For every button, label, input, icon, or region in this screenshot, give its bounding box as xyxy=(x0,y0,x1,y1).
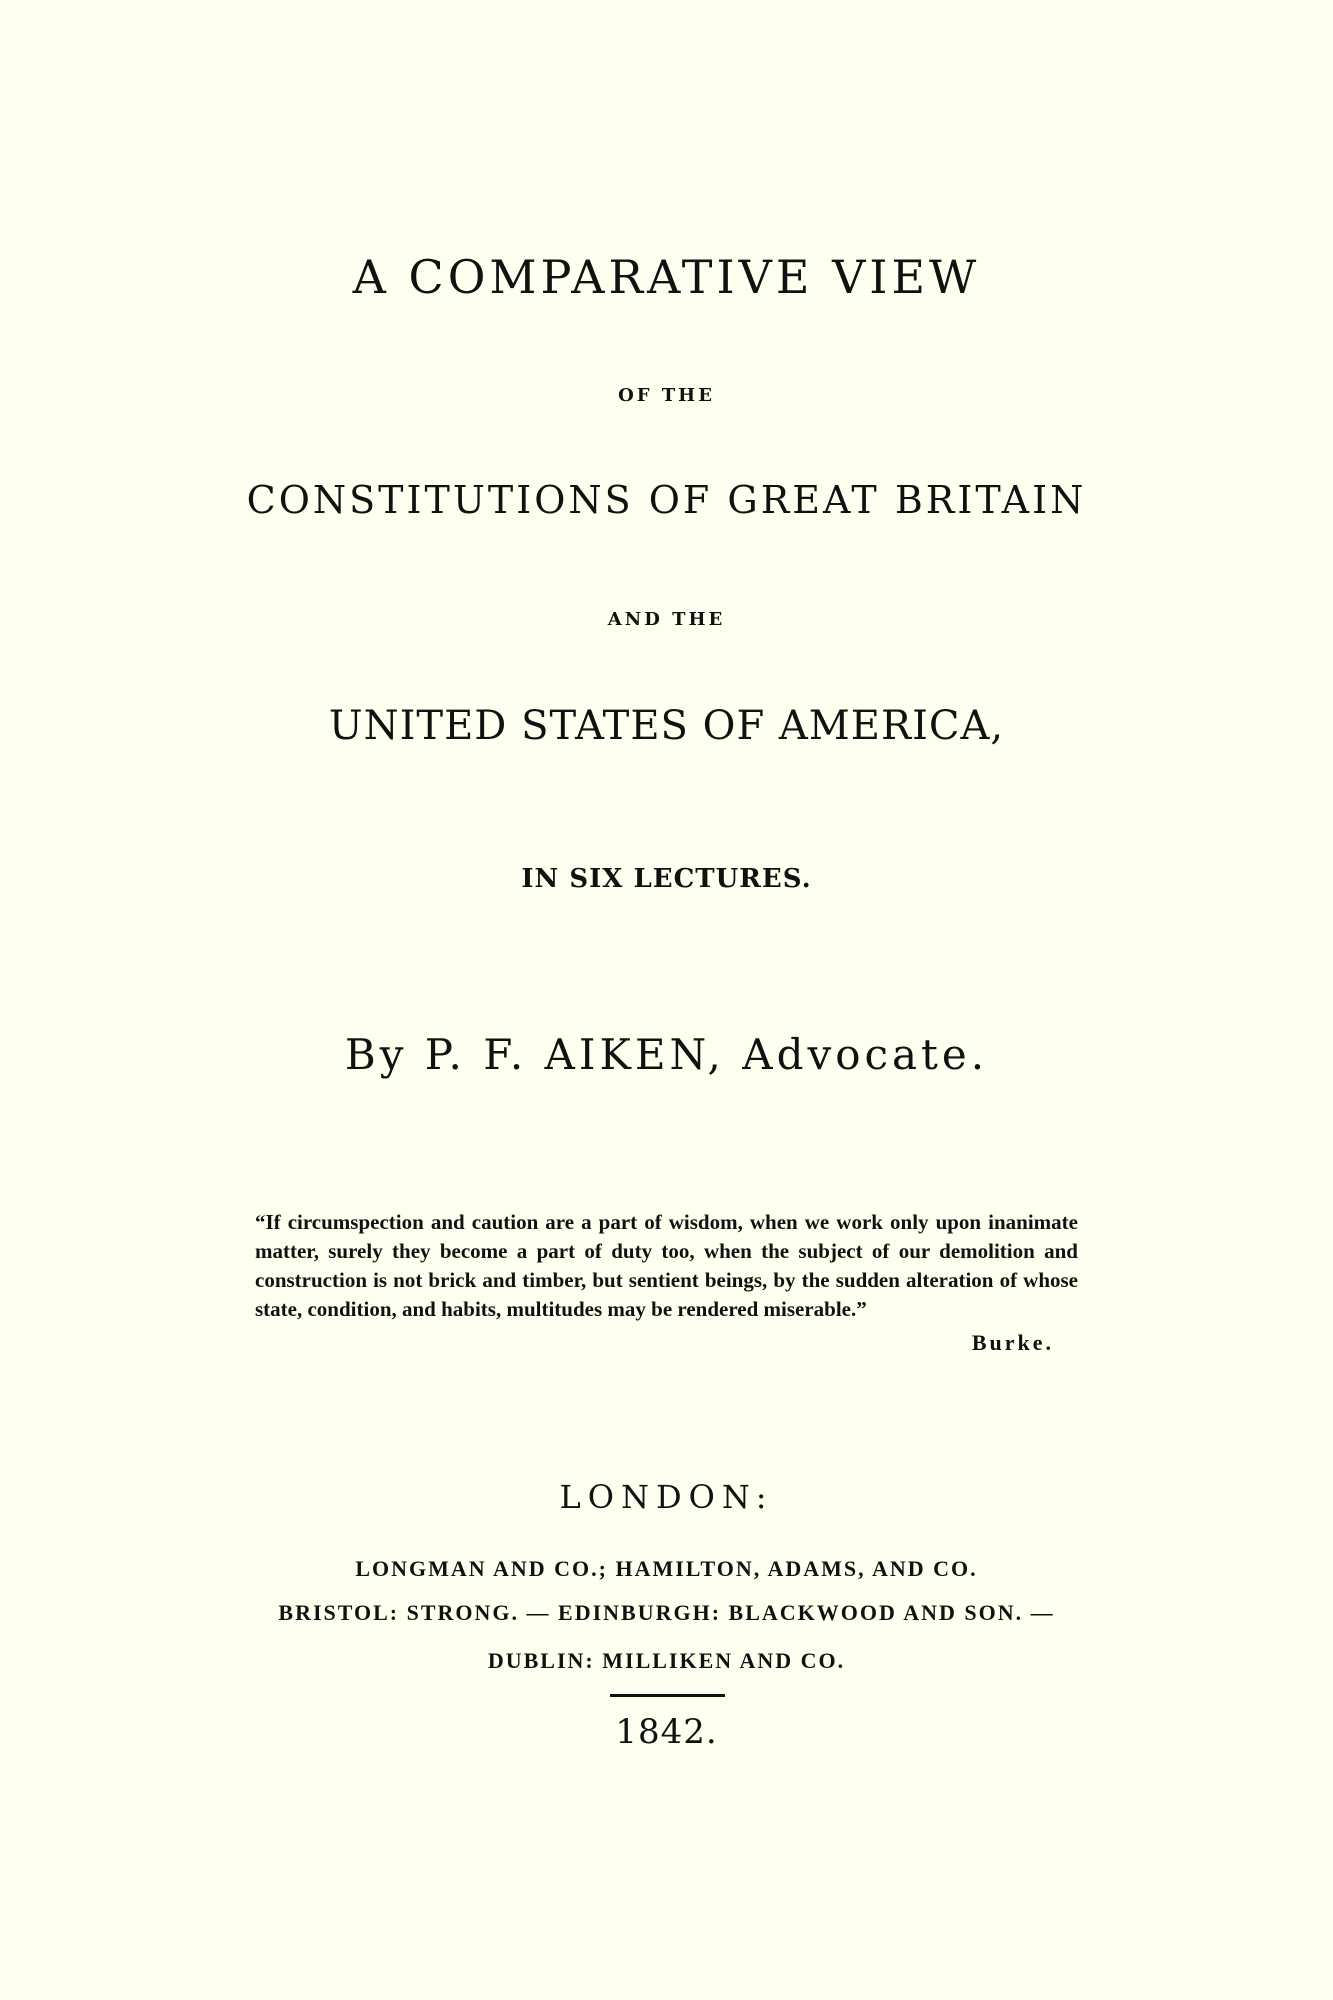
title-line-2: CONSTITUTIONS OF GREAT BRITAIN xyxy=(246,478,1087,522)
publishers-line-2: BRISTOL: STRONG. — EDINBURGH: BLACKWOOD AND SON. — xyxy=(278,1600,1055,1625)
publishers-line-3: DUBLIN: MILLIKEN AND CO. xyxy=(487,1648,846,1673)
epigraph-attribution: Burke. xyxy=(971,1330,1054,1355)
epigraph-quote: “If circumspection and caution are a part of wisdom, when we work only upon inanimate matter, surely they become a part of duty too, when the subject of our demolition and construction is not brick and timber, but sentient beings, by the sudden alteration of whose state, condition, and habits, multitudes may be rendered miserable.” xyxy=(255,1210,1078,1321)
divider-rule xyxy=(610,1694,725,1697)
title-connector-1: OF THE xyxy=(618,385,715,406)
author-role: Advocate. xyxy=(742,1030,989,1079)
publishers-line-1: LONGMAN AND CO.; HAMILTON, ADAMS, AND CO. xyxy=(355,1556,978,1581)
title-line-1: A COMPARATIVE VIEW xyxy=(352,250,981,304)
publication-year: 1842. xyxy=(615,1712,718,1752)
author-name: P. F. AIKEN, xyxy=(424,1030,725,1079)
subtitle: IN SIX LECTURES. xyxy=(521,864,812,894)
title-line-3: UNITED STATES OF AMERICA, xyxy=(328,703,1005,749)
title-connector-2: AND THE xyxy=(607,609,726,630)
author-byline xyxy=(0,1030,1333,1079)
byline-by: By xyxy=(344,1030,408,1079)
imprint-city: LONDON: xyxy=(559,1478,774,1516)
